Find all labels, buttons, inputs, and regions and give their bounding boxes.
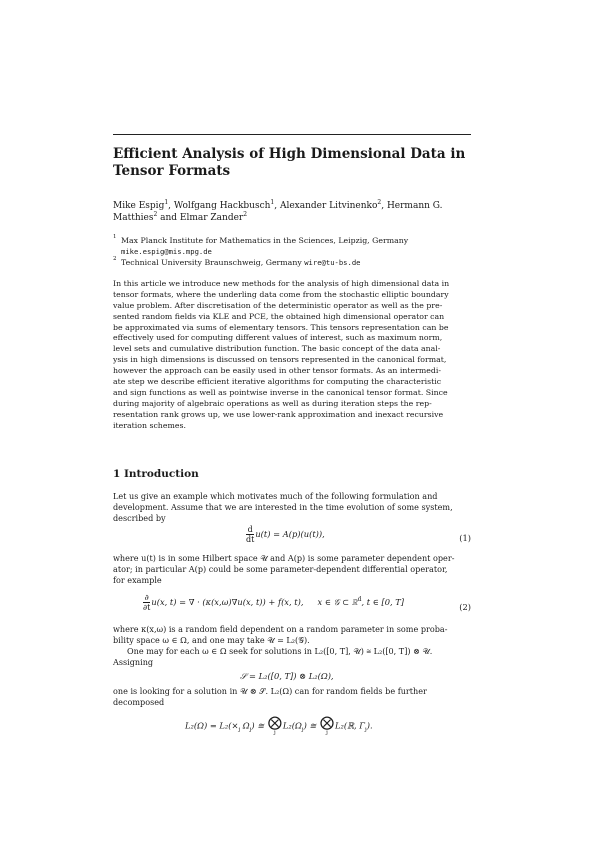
eq4-left: L₂(Ω) = L₂(×	[185, 720, 239, 731]
affiliation-number: 2	[113, 256, 117, 262]
body-line: One may for each ω ∈ Ω seek for solutions in L₂([0, T], 𝒰) ≅ L₂([0, T]) ⊗ 𝒰.	[127, 646, 433, 656]
abstract-line: tensor formats, where the underling data come from the stochastic elliptic boundary	[113, 289, 449, 299]
paragraph-after-eq1	[113, 553, 471, 586]
body-line: one is looking for a solution in 𝒰 ⊗ 𝒮. L₂(Ω) can for random fields be further	[113, 686, 427, 696]
author-affil-mark: 1	[164, 199, 169, 206]
title-line: Efficient Analysis of High Dimensional Data in	[113, 146, 466, 162]
equation-domain: x ∈ 𝒢 ⊂ ℝ	[317, 597, 358, 607]
abstract-line: level sets and cumulative distribution function. The basic concept of the data anal-	[113, 344, 441, 354]
eq4-left-end: ) ≅	[251, 720, 265, 731]
abstract-line: sented random fields via KLE and PCE, the obtained high dimensional operator can	[113, 311, 445, 321]
eq4-subscript: j	[249, 727, 252, 734]
frac-numerator: ∂	[144, 593, 149, 602]
abstract-line: resentation rank grows up, we use lower-rank approximation and inexact recursive	[113, 409, 444, 419]
author-name: , Alexander Litvinenko	[274, 201, 378, 211]
body-line: for example	[113, 575, 162, 585]
affiliation-text: Max Planck Institute for Mathematics in the Sciences, Leipzig, Germany	[121, 236, 409, 245]
body-line: development. Assume that we are interested in the time evolution of some system,	[113, 502, 453, 512]
equation-body: 𝒮 = L₂([0, T]) ⊗ L₂(Ω),	[240, 671, 334, 681]
affiliation-1	[113, 235, 471, 246]
section-heading: 1 Introduction	[113, 468, 199, 480]
body-line: described by	[113, 513, 166, 523]
partial-derivative-fraction	[143, 593, 150, 612]
author-name: , Hermann G.	[381, 201, 443, 211]
paper-title	[113, 146, 471, 180]
eq4-right: L₂(ℝ, Γ	[335, 720, 366, 731]
affiliation-number: 1	[113, 234, 117, 240]
abstract-line: be approximated via sums of elementary tensors. This tensors representation can be	[113, 322, 449, 332]
body-line: where κ(x,ω) is a random field dependent on a random parameter in some proba-	[113, 624, 448, 634]
operator-index: j	[326, 730, 328, 736]
body-line: bility space ω ∈ Ω, and one may take 𝒰 = L₂(𝒢).	[113, 635, 310, 645]
derivative-fraction	[246, 525, 254, 544]
abstract-line: value problem. After discretisation of the deterministic operator as well as the pre-	[113, 300, 443, 310]
abstract-line: iteration schemes.	[113, 420, 186, 430]
author-name: Mike Espig	[113, 201, 165, 211]
affiliations	[113, 235, 471, 268]
tensor-product-operator	[268, 716, 282, 736]
author-name: , Wolfgang Hackbusch	[168, 201, 271, 211]
author-affil-mark: 2	[153, 211, 158, 218]
affiliation-1-email-row	[113, 246, 471, 257]
equation-2	[143, 593, 404, 612]
affiliation-text: Technical University Braunschweig, Germany	[121, 258, 305, 267]
title-line: Tensor Formats	[113, 163, 231, 179]
author-affil-mark: 2	[377, 199, 382, 206]
equation-4	[185, 716, 373, 736]
tensor-product-operator	[320, 716, 334, 736]
author-line	[113, 200, 471, 212]
frac-denominator: dt	[246, 535, 255, 544]
frac-denominator: ∂t	[143, 603, 151, 612]
email-link[interactable]: wire@tu-bs.de	[304, 258, 361, 267]
author-affil-mark: 2	[243, 211, 248, 218]
body-line: decomposed	[113, 697, 165, 707]
eq4-subscript: j	[301, 727, 304, 734]
author-name: Matthies	[113, 213, 154, 223]
equation-body: u(x, t) = ∇ · (κ(x,ω)∇u(x, t)) + f(x, t),	[151, 597, 304, 607]
affiliation-2	[113, 257, 471, 268]
equation-domain-tail: , t ∈ [0, T]	[361, 597, 405, 607]
author-line	[113, 212, 471, 224]
author-name: and Elmar Zander	[157, 213, 244, 223]
abstract	[113, 279, 471, 431]
frac-numerator: d	[247, 525, 253, 534]
author-list	[113, 200, 471, 224]
paragraph-after-eq3	[113, 686, 471, 708]
body-line: where u(t) is in some Hilbert space 𝒰 and A(p) is some parameter dependent oper-	[113, 553, 455, 563]
abstract-line: ate step we describe efficient iterative algorithms for computing the characteristic	[113, 377, 442, 387]
otimes-icon: ⨂	[320, 715, 335, 731]
email-link[interactable]: mike.espig@mis.mpg.de	[121, 247, 212, 256]
equation-body: u(t) = A(p)(u(t)),	[255, 529, 325, 539]
equation-3	[240, 671, 334, 682]
eq4-mid-end: ) ≅	[303, 720, 317, 731]
eq4-left-tail: Ω	[240, 720, 250, 731]
body-line: Assigning	[113, 657, 154, 667]
equation-number: (1)	[459, 533, 471, 543]
eq4-right-end: ).	[366, 720, 373, 731]
equation-1	[246, 525, 325, 544]
eq4-subscript: j	[365, 727, 367, 734]
operator-index: j	[274, 730, 276, 736]
abstract-line: however the approach can be easily used in other tensor formats. As an intermedi-	[113, 366, 442, 376]
abstract-line: effectively used for computing different values of interest, such as maximum norm,	[113, 333, 443, 343]
otimes-icon: ⨂	[267, 715, 282, 731]
paragraph-after-eq2	[113, 624, 471, 668]
abstract-line: ysis in high dimensions is discussed on tensors represented in the canonical format,	[113, 355, 447, 365]
abstract-line: and sign functions as well as pointwise inverse in the canonical tensor format. Since	[113, 387, 448, 397]
body-line: Let us give an example which motivates much of the following formulation and	[113, 491, 438, 501]
abstract-line: In this article we introduce new methods for the analysis of high dimensional data in	[113, 279, 450, 288]
intro-paragraph	[113, 491, 471, 524]
eq4-mid: L₂(Ω	[282, 720, 302, 731]
body-line: ator; in particular A(p) could be some parameter-dependent differential operator,	[113, 564, 448, 574]
domain-dimension: d	[357, 596, 362, 603]
abstract-line: during majority of algebraic operations as well as during iteration steps the rep-	[113, 398, 432, 408]
author-affil-mark: 1	[270, 199, 275, 206]
eq4-subscript: j	[238, 727, 241, 734]
equation-number: (2)	[459, 602, 471, 612]
header-rule	[113, 134, 471, 135]
